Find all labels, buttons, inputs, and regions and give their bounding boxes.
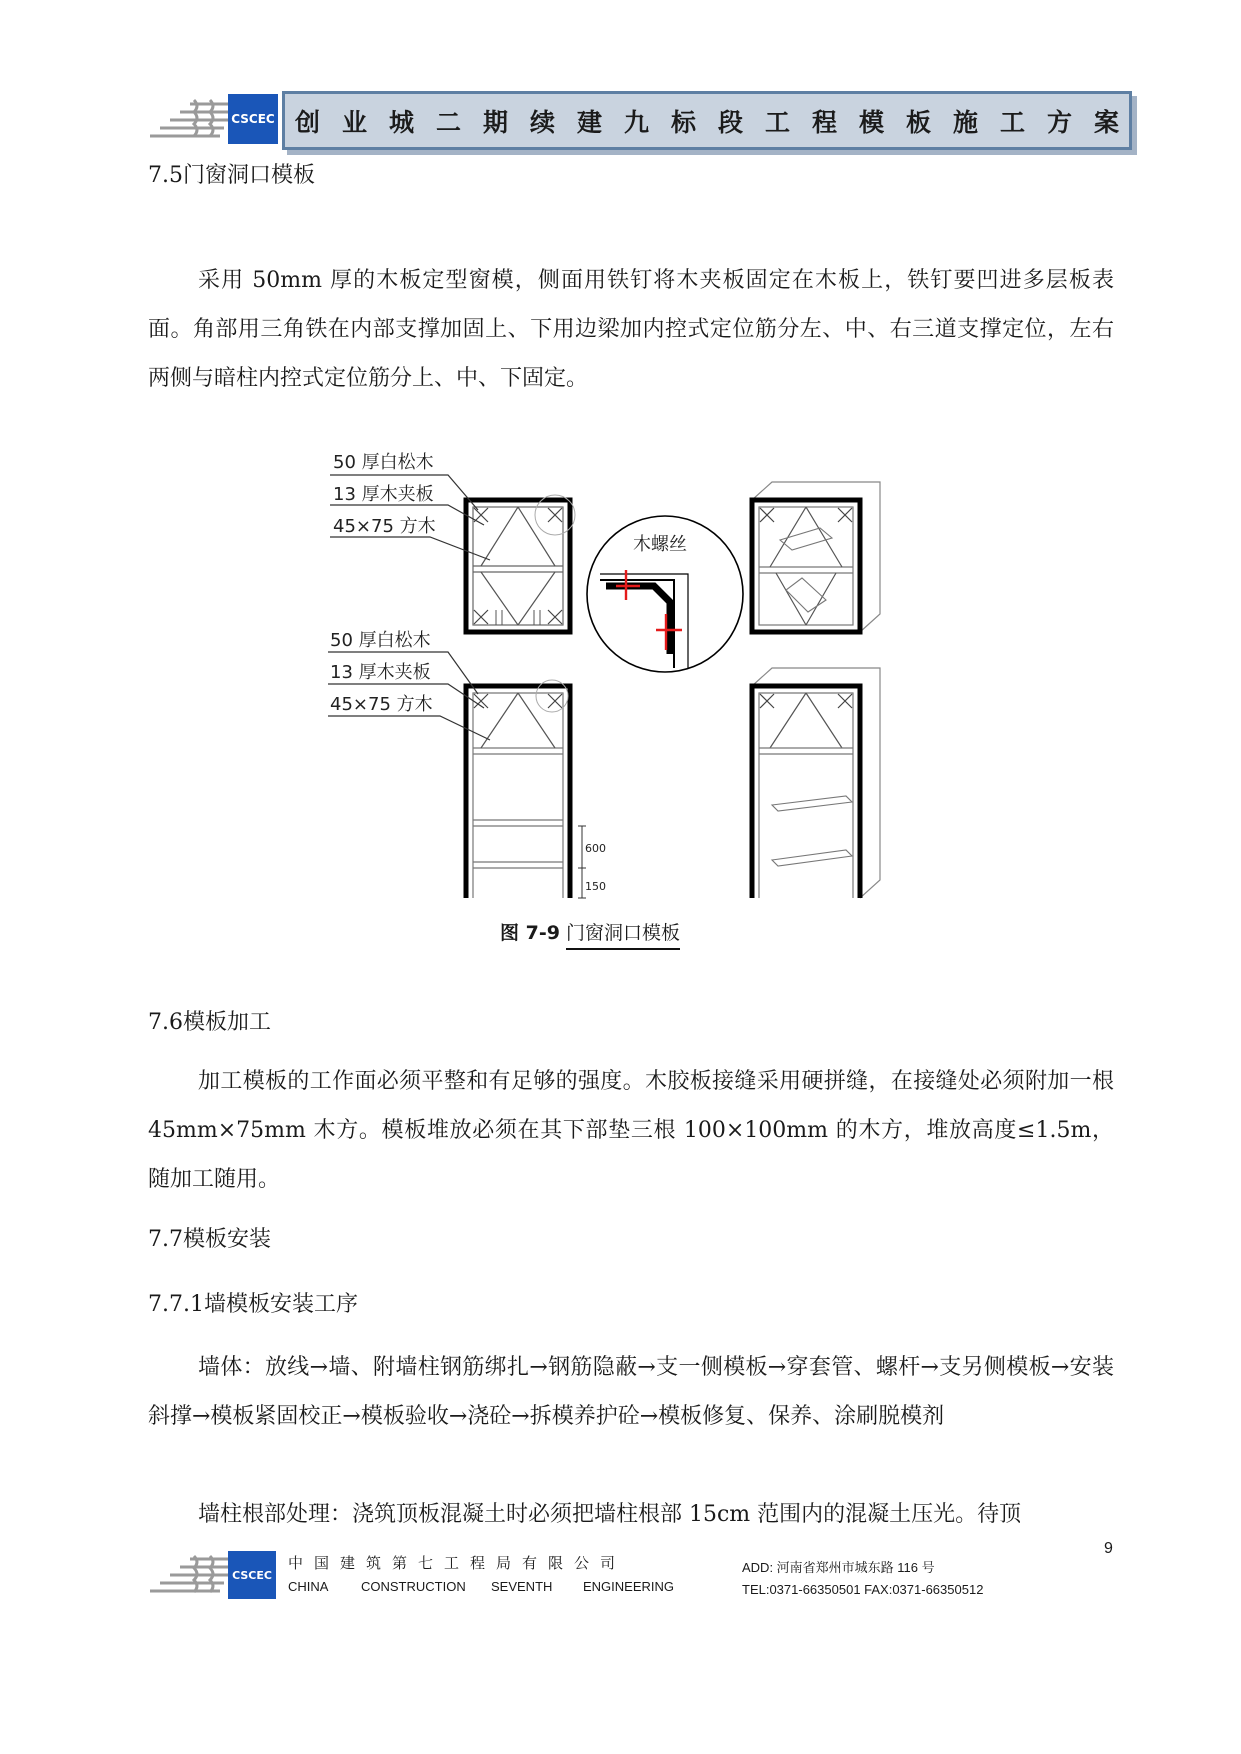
footer-contact [742, 1557, 983, 1601]
section-heading-7-5: 7.5门窗洞口模板 [148, 163, 315, 188]
footer-logo [150, 1551, 278, 1599]
logo-badge: CSCEC [228, 94, 278, 144]
company-en-word: CONSTRUCTION [361, 1579, 466, 1594]
company-en-word: SEVENTH [491, 1579, 553, 1594]
company-address: ADD: 河南省郑州市城东路 116 号 [742, 1560, 935, 1575]
document-title: 创业城二期续建九标段工程模板施工方案 [295, 107, 1142, 137]
frame-bottom-left [466, 680, 606, 898]
section-heading-7-7: 7.7模板安装 [148, 1227, 271, 1252]
dim-lower: 150 [585, 880, 606, 893]
company-name-cn: 中国建筑第七工程局有限公司 [288, 1554, 627, 1572]
company-name-en [288, 1579, 674, 1594]
label-top-2: 13 厚木夹板 [333, 484, 434, 505]
detail-label: 木螺丝 [633, 534, 687, 555]
label-top-3: 45×75 方木 [333, 516, 436, 537]
frame-top-right-3d [752, 482, 880, 632]
frame-top-left [466, 495, 575, 632]
section-7-5-paragraph: 采用 50mm 厚的木板定型窗模，侧面用铁钉将木夹板固定在木板上，铁钉要凹进多层板表面。角部用三角铁在内部支撑加固上、下用边梁加内控式定位筋分左、中、右三道支撑定位，左右两侧与暗柱内控式定位筋分上、中、下固定。 [148, 268, 1114, 391]
section-heading-7-6: 7.6模板加工 [148, 1010, 271, 1035]
detail-circle [587, 516, 743, 672]
footer-company [288, 1552, 674, 1594]
logo-badge: CSCEC [228, 1551, 276, 1599]
page-number: 9 [1104, 1540, 1113, 1557]
section-7-7-1-paragraph-2: 墙柱根部处理：浇筑顶板混凝土时必须把墙柱根部 15cm 范围内的混凝土压光。待顶 [198, 1502, 1022, 1527]
logo-stripes-icon [150, 1551, 240, 1599]
dim-upper: 600 [585, 842, 606, 855]
caption-text: 门窗洞口模板 [566, 922, 680, 950]
caption-number: 图 7-9 [500, 922, 560, 944]
label-bottom-2: 13 厚木夹板 [330, 662, 431, 683]
company-en-word: ENGINEERING [583, 1579, 675, 1594]
company-en-word: CHINA [288, 1579, 329, 1594]
company-phone-fax: TEL:0371-66350501 FAX:0371-66350512 [742, 1582, 984, 1597]
section-heading-7-7-1: 7.7.1墙模板安装工序 [148, 1292, 358, 1317]
section-7-6-paragraph: 加工模板的工作面必须平整和有足够的强度。木胶板接缝采用硬拼缝，在接缝处必须附加一根 45mm×75mm 木方。模板堆放必须在其下部垫三根 100×100mm 的木方，堆放高度≤1.5m，随加工随用。 [148, 1069, 1114, 1192]
figure-caption [500, 918, 680, 945]
label-bottom-1: 50 厚白松木 [330, 630, 431, 651]
logo-stripes-icon [150, 94, 240, 144]
label-top-1: 50 厚白松木 [333, 452, 434, 473]
header-logo [150, 94, 278, 144]
section-7-7-1-paragraph-1: 墙体：放线→墙、附墙柱钢筋绑扎→钢筋隐蔽→支一侧模板→穿套管、螺杆→支另侧模板→安装斜撑→模板紧固校正→模板验收→浇砼→拆模养护砼→模板修复、保养、涂刷脱模剂 [148, 1355, 1114, 1429]
label-bottom-3: 45×75 方木 [330, 694, 433, 715]
header-bar [282, 91, 1142, 150]
frame-bottom-right-3d [752, 668, 880, 898]
figure-window-door-formwork [300, 425, 920, 910]
